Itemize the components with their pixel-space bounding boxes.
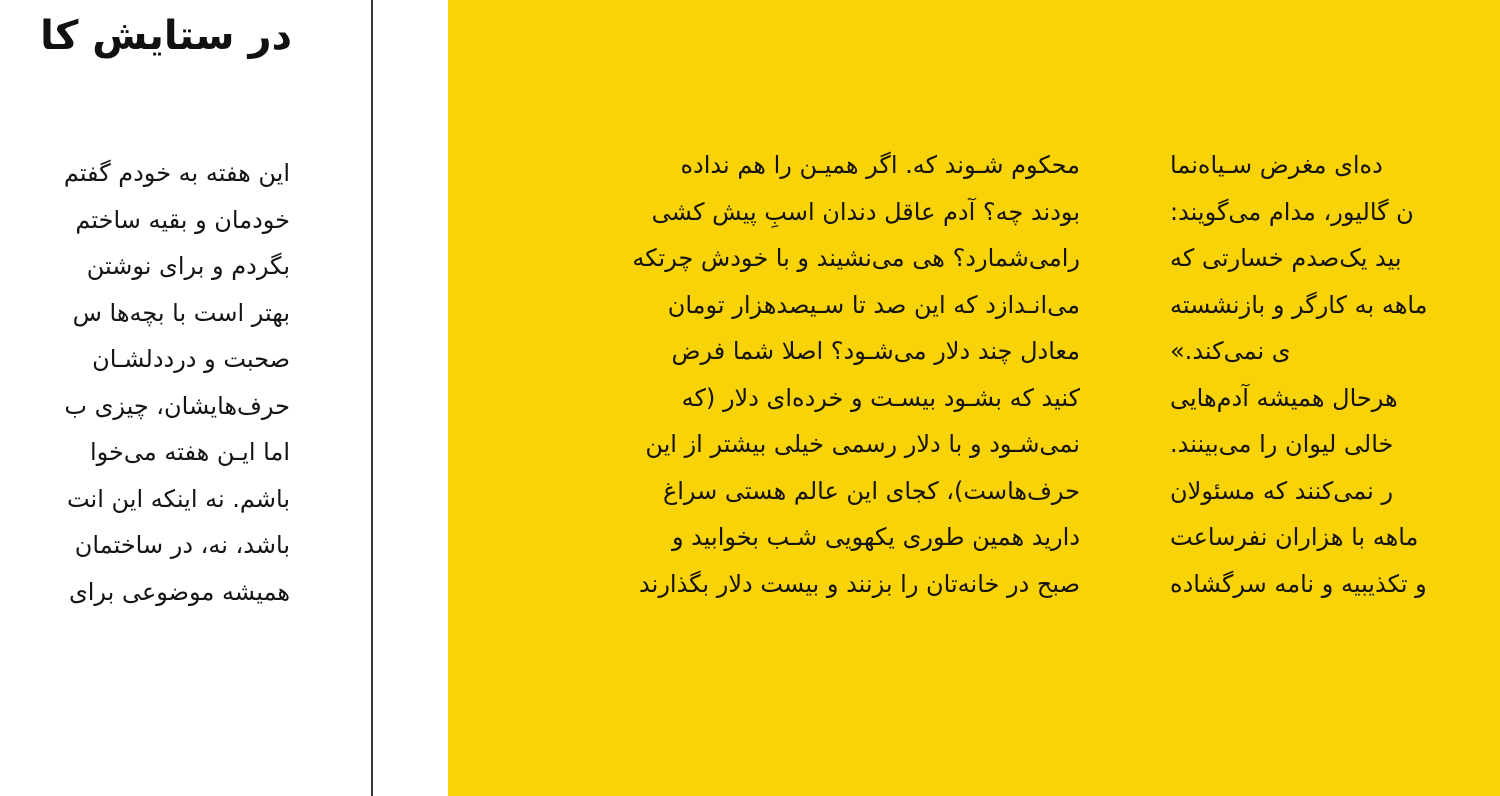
text-line: ر نمی‌کنند که مسئولان [1170,476,1394,505]
article-headline: در ستایش کا [40,13,292,59]
text-line: هرحال همیشه آدم‌هایی [1170,383,1398,412]
text-line: رامی‌شمارد؟ هی می‌نشیند و با خودش چرتکه [632,244,1080,272]
text-line: بهتر است با بچه‌ها س [72,298,290,327]
text-line: حرف‌هاست)، کجای این عالم هستی سراغ [662,476,1080,505]
text-line: بگردم و برای نوشتن [86,252,290,280]
text-line: کنید که بشـود بیسـت و خرده‌ای دلار (که [681,383,1080,412]
text-line: باشم. نه اینکه این انت [66,484,290,513]
text-line: می‌انـدازد که این صد تا سـیصدهزار تومان [667,290,1080,319]
text-line: خودمان و بقیه ساختم [75,205,290,234]
text-line: ده‌ای مغرض سـیاه‌نما [1170,151,1383,179]
text-line: صحبت و درددلشـان [92,345,290,373]
text-line: ماهه به کارگر و بازنشسته [1170,290,1428,319]
text-line: این هفته به خودم گفتم [63,159,290,187]
column-divider [371,0,373,796]
right-text-column [1170,142,1500,607]
text-line: ی نمی‌کند.» [1170,337,1291,365]
text-line: ن گالیور، مدام می‌گویند: [1170,197,1414,226]
text-line: حرف‌هایشان، چیزی ب [64,391,290,420]
text-line: و تکذیبیه و نامه سرگشاده [1170,569,1427,598]
text-line: اما ایـن هفته می‌خوا [89,438,290,466]
text-line: دارید همین طوری یکهویی شـب بخوابید و [671,523,1080,551]
text-line: معادل چند دلار می‌شـود؟ اصلا شما فرض [671,337,1080,365]
text-line: محکوم شـوند که. اگر همیـن را هم نداده [680,151,1080,179]
text-line: همیشه موضوعی برای [68,577,290,606]
text-line: بید یک‌صدم خسارتی که [1170,244,1402,272]
text-line: ماهه با هزاران نفرساعت [1170,523,1419,551]
text-line: بودند چه؟ آدم عاقل دندان اسبِ پیش کشی [651,197,1080,226]
text-line: صبح در خانه‌تان را بزنند و بیست دلار بگذارند [639,569,1080,598]
text-line: نمی‌شـود و با دلار رسمی خیلی بیشتر از این [645,430,1080,458]
left-article-body [0,150,290,615]
text-line: باشد، نه، در ساختمان [74,531,290,559]
left-article [0,0,372,796]
text-line: خالی لیوان را می‌بینند. [1170,430,1394,458]
highlight-panel [448,0,1500,796]
middle-text-column [524,142,1080,607]
